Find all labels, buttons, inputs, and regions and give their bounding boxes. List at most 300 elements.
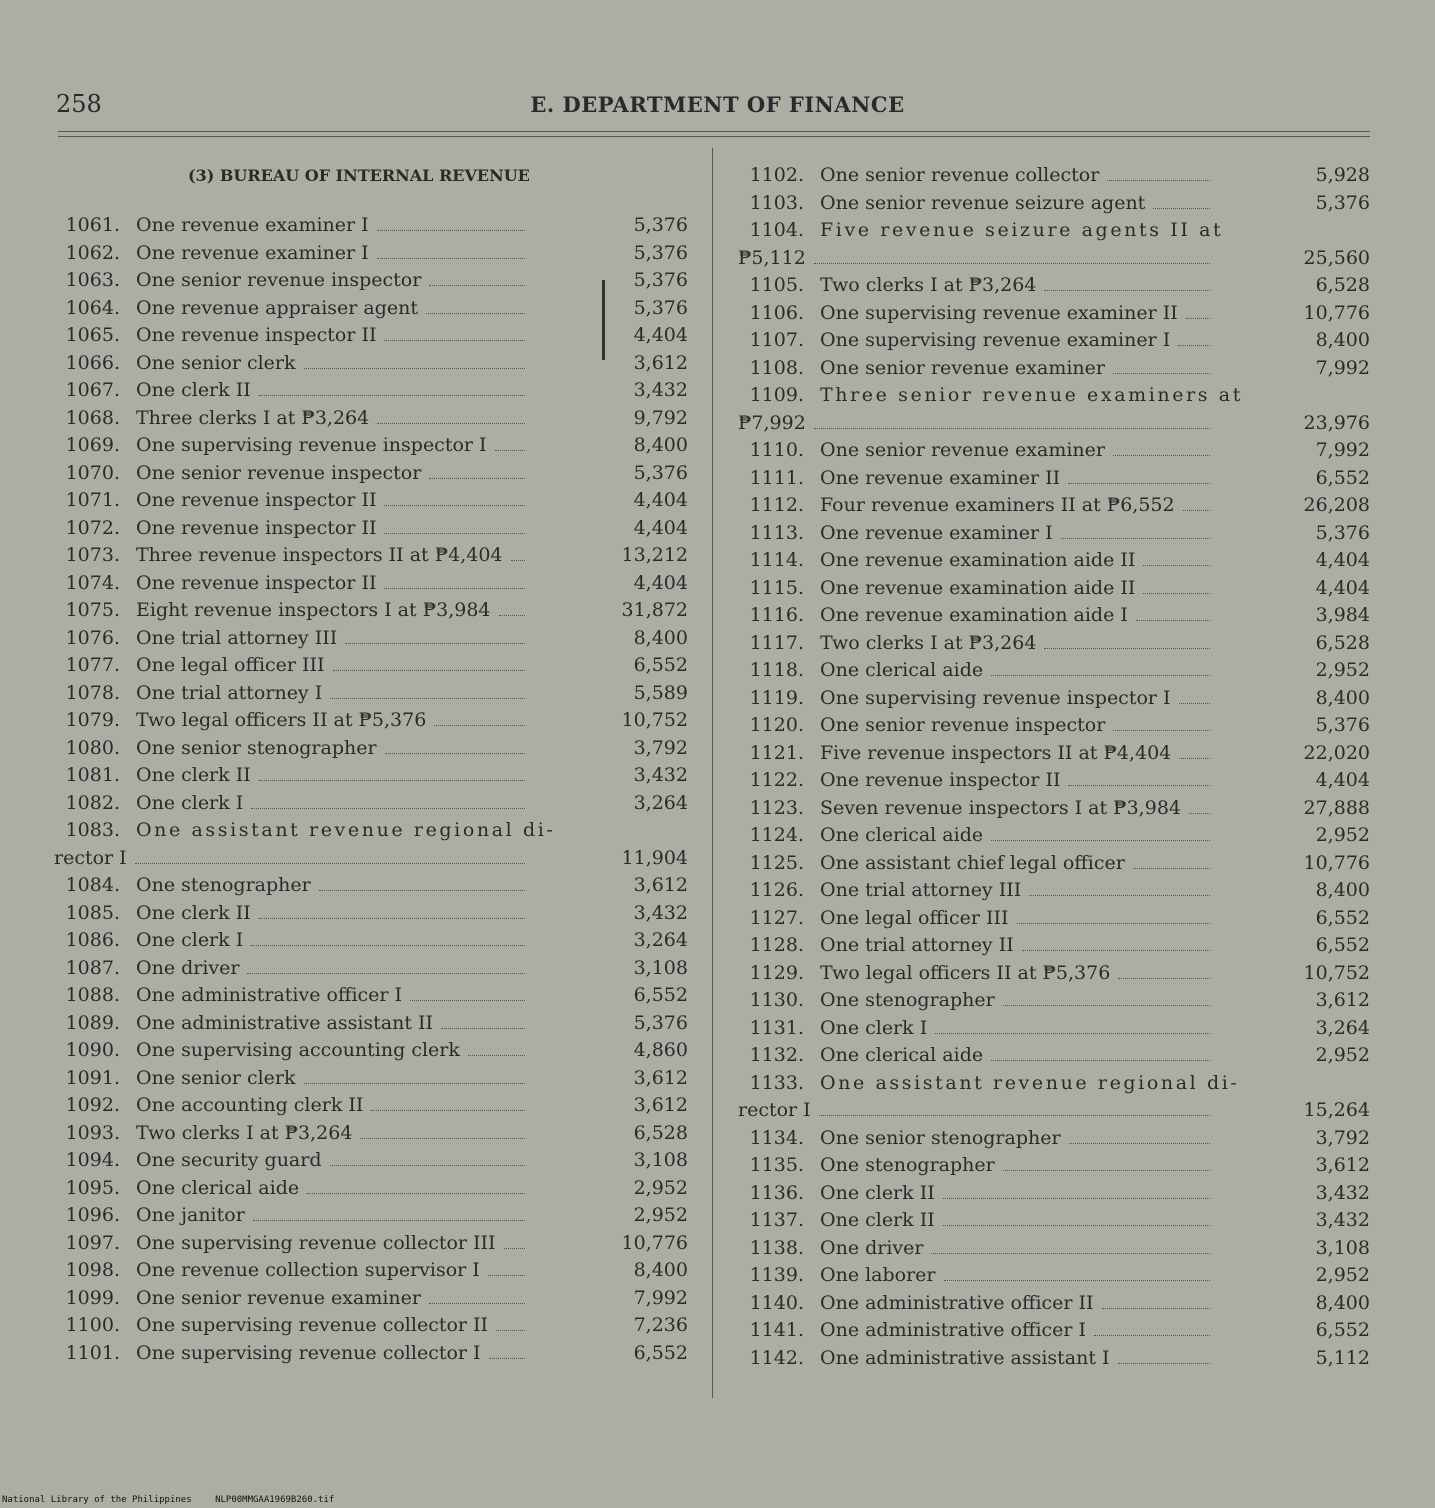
item-amount: 5,376: [633, 461, 688, 484]
line-item: [54, 269, 688, 297]
item-amount: 4,404: [633, 489, 688, 511]
line-item: [54, 957, 688, 985]
line-item: [738, 1264, 1370, 1292]
line-item: [54, 1314, 688, 1342]
line-item-lead: [54, 1012, 529, 1034]
line-item-lead: [54, 434, 529, 456]
item-number: 1113.: [749, 521, 804, 544]
item-number: 1066.: [65, 351, 120, 374]
line-item: [738, 714, 1370, 742]
item-description: One revenue appraiser agent: [136, 296, 419, 319]
line-item: [54, 654, 688, 682]
item-number: 1115.: [749, 576, 804, 599]
line-item: [738, 577, 1370, 605]
item-description: One administrative officer I: [820, 1319, 1087, 1341]
line-item: [54, 737, 688, 765]
line-item: [738, 494, 1370, 522]
dot-leader: [1118, 1347, 1210, 1364]
line-item: [738, 302, 1370, 330]
dot-leader: [377, 242, 525, 259]
item-description: One supervising revenue collector II: [136, 1314, 489, 1336]
line-item-lead: [54, 902, 529, 924]
line-item: [54, 407, 688, 435]
item-amount: 6,552: [1315, 466, 1370, 489]
item-amount: 3,432: [1315, 1209, 1370, 1231]
item-number: 1077.: [65, 654, 120, 676]
line-item: [738, 1182, 1370, 1210]
line-item: [54, 984, 688, 1012]
line-item-lead: [54, 1259, 529, 1281]
item-amount: 4,404: [633, 516, 688, 539]
dot-leader: [384, 489, 525, 506]
item-amount: 3,108: [1315, 1236, 1370, 1259]
item-number: 1063.: [65, 269, 120, 291]
item-description: One revenue inspector II: [136, 571, 377, 594]
item-amount: 5,376: [633, 214, 688, 236]
line-item-lead: [54, 874, 529, 896]
line-item-lead: [738, 962, 1214, 984]
line-item-lead: [54, 297, 529, 319]
dot-leader: [304, 1067, 525, 1084]
item-description: Three senior revenue examiners at: [820, 384, 1243, 406]
line-item-lead: [54, 1177, 529, 1199]
line-item-lead: [738, 1209, 1214, 1231]
dot-leader: [251, 792, 525, 809]
line-item-lead: [54, 819, 556, 841]
item-amount: 6,552: [633, 654, 688, 676]
line-item: [738, 989, 1370, 1017]
line-item: [54, 1287, 688, 1315]
item-description: One revenue examination aide II: [820, 576, 1136, 599]
item-amount: 7,992: [633, 1286, 688, 1309]
item-description: One clerk I: [136, 791, 244, 814]
item-description: One senior revenue inspector: [820, 714, 1106, 736]
item-amount: 3,432: [633, 764, 688, 786]
dot-leader: [251, 929, 525, 946]
item-description: One revenue examiner I: [136, 241, 369, 264]
item-amount: 31,872: [621, 599, 688, 621]
item-number: 1126.: [749, 879, 804, 901]
item-number: 1067.: [65, 379, 120, 401]
item-description: One revenue examiner II: [820, 466, 1061, 489]
line-item-lead: [738, 1071, 1240, 1094]
item-amount: 25,560: [1303, 246, 1370, 269]
line-item-lead: [738, 769, 1214, 791]
dot-leader: [259, 902, 525, 919]
line-item-lead: [738, 164, 1214, 186]
item-description: Seven revenue inspectors I at ₱3,984: [820, 796, 1181, 819]
dot-leader: [304, 352, 525, 369]
item-amount: 7,992: [1315, 439, 1370, 461]
line-item: [54, 847, 688, 875]
item-amount: 6,528: [633, 1121, 688, 1144]
line-item-lead: [738, 879, 1214, 901]
line-item: [738, 1017, 1370, 1045]
line-item-lead: [54, 489, 529, 511]
item-description: One administrative assistant I: [820, 1346, 1110, 1369]
dot-leader: [1102, 1292, 1210, 1309]
dot-leader: [384, 324, 525, 341]
line-item: [738, 549, 1370, 577]
line-item-lead: [738, 357, 1214, 379]
line-item-lead: [54, 599, 529, 621]
item-number: 1132.: [749, 1044, 804, 1066]
item-description: One assistant revenue regional di-: [820, 1071, 1240, 1094]
item-number: 1072.: [65, 516, 120, 539]
line-item: [738, 1237, 1370, 1265]
line-item-lead: [738, 604, 1214, 626]
page-title: E. DEPARTMENT OF FINANCE: [530, 92, 905, 117]
dot-leader: [259, 379, 525, 396]
item-description: One assistant revenue regional di-: [136, 819, 556, 841]
line-item-lead: [54, 847, 529, 869]
item-description: One clerical aide: [820, 824, 984, 846]
line-item: [738, 1209, 1370, 1237]
item-description: One trial attorney III: [820, 879, 1022, 901]
item-amount: 5,376: [633, 241, 688, 264]
item-number: 1137.: [749, 1209, 804, 1231]
line-item: [54, 599, 688, 627]
line-item-lead: [738, 302, 1214, 324]
line-item: [54, 1067, 688, 1095]
item-number: 1090.: [65, 1039, 120, 1061]
item-description: One senior revenue examiner: [820, 356, 1105, 379]
item-description: One clerk II: [820, 1181, 935, 1204]
item-amount: 8,400: [633, 626, 688, 649]
item-description: Four revenue examiners II at ₱6,552: [820, 494, 1175, 516]
item-number: 1135.: [749, 1154, 804, 1176]
dot-leader: [1113, 714, 1210, 731]
dot-leader: [1183, 494, 1210, 511]
line-item-lead: [738, 1099, 1214, 1121]
dot-leader: [943, 1182, 1210, 1199]
line-item-lead: [54, 379, 529, 401]
item-amount: 10,776: [1303, 301, 1370, 324]
item-amount: 4,404: [1315, 576, 1370, 599]
item-number: 1101.: [65, 1341, 120, 1364]
line-item: [738, 1347, 1370, 1375]
line-item: [738, 934, 1370, 962]
item-description: One laborer: [820, 1264, 936, 1286]
dot-leader: [1153, 192, 1210, 209]
dot-leader: [385, 737, 525, 754]
dot-leader: [991, 1044, 1210, 1061]
item-description: One supervising revenue inspector I: [820, 686, 1171, 709]
dot-leader: [259, 764, 525, 781]
line-item: [54, 1259, 688, 1287]
item-number: 1094.: [65, 1149, 120, 1171]
line-item: [738, 907, 1370, 935]
item-amount: 7,236: [633, 1314, 688, 1336]
dot-leader: [1068, 769, 1210, 786]
item-number: 1134.: [749, 1126, 804, 1149]
item-amount: 8,400: [1315, 329, 1370, 351]
item-amount: 8,400: [1315, 1291, 1370, 1314]
item-description: One assistant chief legal officer: [820, 851, 1125, 874]
line-item-lead: [738, 247, 1214, 269]
line-item: [54, 1342, 688, 1370]
line-item-lead: [54, 1314, 529, 1336]
dot-leader: [1143, 577, 1210, 594]
line-item: [54, 572, 688, 600]
item-number: 1097.: [65, 1231, 120, 1254]
dot-leader: [814, 412, 1210, 429]
item-number: 1114.: [749, 549, 804, 571]
dot-leader: [488, 1259, 525, 1276]
line-item: [54, 764, 688, 792]
line-item-lead: [54, 957, 529, 979]
line-item-lead: [738, 1237, 1214, 1259]
line-item-lead: [54, 929, 529, 951]
dot-leader: [1186, 302, 1210, 319]
line-item: [738, 412, 1370, 440]
section-heading: (3) BUREAU OF INTERNAL REVENUE: [188, 166, 530, 185]
dot-leader: [1178, 329, 1210, 346]
line-item-lead: [738, 219, 1224, 241]
line-item-lead: [738, 742, 1214, 764]
dot-leader: [496, 1314, 525, 1331]
line-item: [738, 219, 1370, 247]
item-amount: 3,264: [1315, 1016, 1370, 1039]
item-description: One trial attorney III: [136, 626, 338, 649]
line-item-lead: [54, 1094, 529, 1116]
item-description: One revenue examiner I: [820, 521, 1053, 544]
line-item: [738, 522, 1370, 550]
line-item: [54, 874, 688, 902]
item-number: 1065.: [65, 324, 120, 346]
item-amount: 13,212: [621, 544, 688, 566]
item-amount: 15,264: [1303, 1099, 1370, 1121]
item-amount: 5,376: [633, 296, 688, 319]
item-amount: 3,612: [1315, 989, 1370, 1011]
item-number: 1138.: [749, 1236, 804, 1259]
dot-leader: [495, 434, 525, 451]
item-description: One supervising revenue examiner II: [820, 301, 1178, 324]
item-number: 1079.: [65, 709, 120, 731]
item-description: One revenue examiner I: [136, 214, 369, 236]
line-item-lead: [738, 439, 1214, 461]
item-description: One senior revenue collector: [820, 164, 1100, 186]
item-number: 1128.: [749, 934, 804, 956]
item-number: 1131.: [749, 1016, 804, 1039]
dot-leader: [319, 874, 525, 891]
item-description: One clerk I: [136, 929, 244, 951]
dot-leader: [1044, 632, 1210, 649]
item-description: One accounting clerk II: [136, 1094, 364, 1116]
dot-leader: [499, 599, 526, 616]
item-amount: 6,528: [1315, 631, 1370, 654]
line-item-lead: [54, 1122, 529, 1144]
line-item-lead: [738, 852, 1214, 874]
line-item: [738, 632, 1370, 660]
item-number: 1093.: [65, 1121, 120, 1144]
item-description: One driver: [820, 1236, 924, 1259]
item-number: 1107.: [749, 329, 804, 351]
item-description: One supervising revenue examiner I: [820, 329, 1171, 351]
line-item-lead: [738, 687, 1214, 709]
item-description: One legal officer III: [136, 654, 325, 676]
line-item-lead: [738, 907, 1214, 929]
footer: [2, 1495, 352, 1505]
line-item: [54, 1039, 688, 1067]
item-amount: 8,400: [633, 1259, 688, 1281]
dot-leader: [253, 1204, 525, 1221]
right-column: [738, 164, 1370, 1374]
dot-leader: [429, 1287, 525, 1304]
item-number: 1103.: [749, 191, 804, 214]
line-item: [54, 352, 688, 380]
item-number: 1098.: [65, 1259, 120, 1281]
line-item-lead: [54, 764, 529, 786]
item-description: Five revenue inspectors II at ₱4,404: [820, 741, 1172, 764]
item-amount: 4,404: [1315, 769, 1370, 791]
dot-leader: [1003, 1154, 1210, 1171]
line-item: [738, 797, 1370, 825]
line-item-lead: [54, 792, 529, 814]
line-item-lead: [738, 384, 1243, 406]
line-item-lead: [738, 274, 1214, 296]
item-amount: 6,552: [633, 1341, 688, 1364]
item-amount: 10,752: [621, 709, 688, 731]
dot-leader: [429, 269, 525, 286]
item-number: 1084.: [65, 874, 120, 896]
dot-leader: [1061, 522, 1210, 539]
line-item: [738, 329, 1370, 357]
item-description: One legal officer III: [820, 906, 1009, 929]
line-item-lead: [54, 654, 529, 676]
line-item-lead: [54, 269, 529, 291]
line-item-lead: [54, 984, 529, 1006]
item-number: 1118.: [749, 659, 804, 681]
item-number: 1122.: [749, 769, 804, 791]
dot-leader: [377, 214, 525, 231]
dot-leader: [931, 1237, 1210, 1254]
item-number: 1075.: [65, 599, 120, 621]
item-number: 1078.: [65, 681, 120, 704]
item-number: 1117.: [749, 631, 804, 654]
line-item-lead: [738, 1044, 1214, 1066]
item-amount: 27,888: [1303, 796, 1370, 819]
item-description: Two clerks I at ₱3,264: [136, 1121, 353, 1144]
item-description: One revenue inspector II: [136, 489, 377, 511]
item-description: rector I: [738, 1099, 811, 1121]
item-number: 1130.: [749, 989, 804, 1011]
line-item-lead: [738, 522, 1214, 544]
item-description: One revenue inspector II: [136, 324, 377, 346]
item-amount: 3,984: [1315, 604, 1370, 626]
item-number: 1133.: [749, 1071, 804, 1094]
item-amount: 10,776: [621, 1231, 688, 1254]
item-amount: 23,976: [1303, 411, 1370, 434]
dot-leader: [1118, 962, 1210, 979]
item-description: One supervising revenue inspector I: [136, 434, 487, 456]
item-number: 1136.: [749, 1181, 804, 1204]
item-number: 1142.: [749, 1346, 804, 1369]
line-item: [738, 467, 1370, 495]
item-description: One janitor: [136, 1204, 245, 1226]
line-item: [54, 517, 688, 545]
dot-leader: [1113, 439, 1210, 456]
item-number: 1081.: [65, 764, 120, 786]
dot-leader: [410, 984, 525, 1001]
item-number: 1087.: [65, 956, 120, 979]
dot-leader: [1068, 467, 1210, 484]
dot-leader: [1017, 907, 1210, 924]
dot-leader: [1044, 274, 1210, 291]
line-item: [54, 544, 688, 572]
dot-leader: [1179, 687, 1210, 704]
dot-leader: [1029, 879, 1210, 896]
dot-leader: [307, 1177, 525, 1194]
line-item: [738, 1292, 1370, 1320]
item-description: One revenue collection supervisor I: [136, 1259, 480, 1281]
item-description: One supervising revenue collector I: [136, 1341, 481, 1364]
line-item-lead: [738, 714, 1214, 736]
dot-leader: [814, 247, 1210, 264]
item-number: 1124.: [749, 824, 804, 846]
line-item: [738, 1319, 1370, 1347]
item-description: One senior clerk: [136, 351, 296, 374]
line-item: [54, 1012, 688, 1040]
line-item-lead: [738, 412, 1214, 434]
item-number: 1086.: [65, 929, 120, 951]
item-number: 1062.: [65, 241, 120, 264]
line-item-lead: [738, 1264, 1214, 1286]
item-amount: 3,612: [633, 1066, 688, 1089]
item-number: 1095.: [65, 1176, 120, 1199]
item-number: 1105.: [749, 274, 804, 296]
item-amount: 5,376: [1315, 714, 1370, 736]
item-description: One senior clerk: [136, 1066, 296, 1089]
line-item: [54, 1122, 688, 1150]
dot-leader: [377, 407, 525, 424]
item-description: One security guard: [136, 1149, 322, 1171]
line-item-lead: [54, 1342, 529, 1364]
item-amount: 5,112: [1315, 1346, 1370, 1369]
line-item: [54, 929, 688, 957]
line-item: [738, 852, 1370, 880]
item-description: One administrative officer I: [136, 984, 403, 1006]
item-description: One stenographer: [136, 874, 311, 896]
item-amount: 26,208: [1303, 494, 1370, 516]
item-number: 1127.: [749, 906, 804, 929]
line-item-lead: [738, 632, 1214, 654]
item-amount: 5,589: [633, 681, 688, 704]
item-description: Three revenue inspectors II at ₱4,404: [136, 544, 503, 566]
line-item: [738, 192, 1370, 220]
line-item: [54, 1094, 688, 1122]
footer-file: NLP00MMGAA1969B260.tif: [215, 1495, 335, 1505]
line-item-lead: [54, 627, 529, 649]
item-amount: 5,928: [1315, 164, 1370, 186]
line-item: [738, 384, 1370, 412]
item-amount: 5,376: [633, 1011, 688, 1034]
line-item: [54, 242, 688, 270]
line-item: [738, 274, 1370, 302]
item-number: 1110.: [749, 439, 804, 461]
item-amount: 4,404: [633, 324, 688, 346]
item-number: 1108.: [749, 356, 804, 379]
line-item-lead: [54, 407, 529, 429]
item-description: Eight revenue inspectors I at ₱3,984: [136, 599, 491, 621]
item-number: 1069.: [65, 434, 120, 456]
dot-leader: [1022, 934, 1210, 951]
dot-leader: [247, 957, 525, 974]
dot-leader: [426, 297, 525, 314]
line-item: [738, 687, 1370, 715]
dot-leader: [991, 824, 1210, 841]
item-description: One clerk II: [136, 764, 251, 786]
